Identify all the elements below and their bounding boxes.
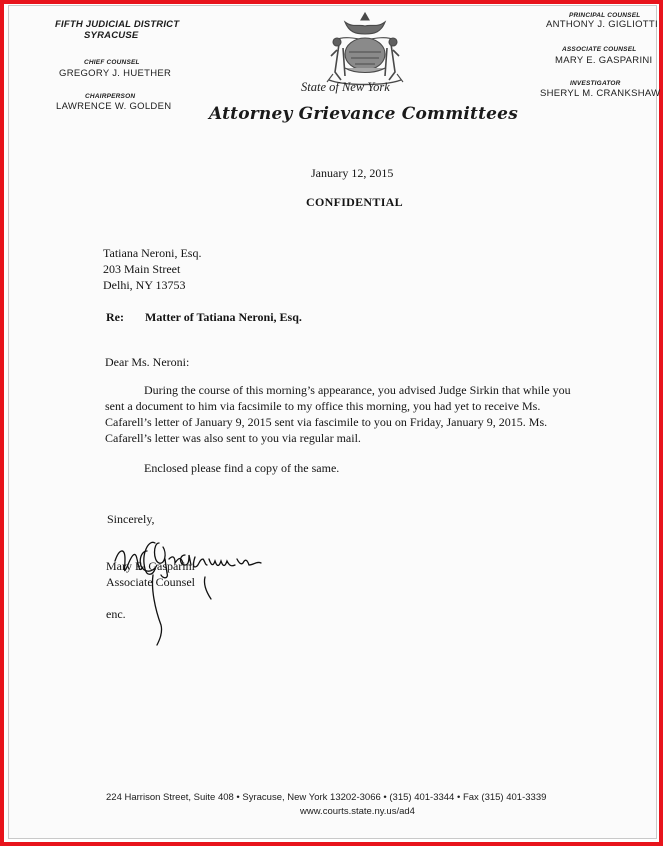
district-heading: FIFTH JUDICIAL DISTRICT [55,19,180,30]
footer-address: 224 Harrison Street, Suite 408 • Syracuse, New York 13202-3066 • (315) 401-3344 • Fax (315) 401-3339 [106,792,547,803]
re-label: Re: [106,310,124,324]
principal-counsel-label: PRINCIPAL COUNSEL [569,12,641,19]
chairperson-label: CHAIRPERSON [85,93,136,100]
state-of-new-york-text: State of New York [301,80,390,94]
letter-date: January 12, 2015 [311,166,394,180]
paragraph-line: Cafarell’s letter was also sent to you via regular mail. [105,431,361,445]
recipient-city: Delhi, NY 13753 [103,278,186,292]
paragraph-line: During the course of this morning’s appearance, you advised Judge Sirkin that while you [144,383,571,397]
chief-counsel-name: GREGORY J. HUETHER [59,68,172,79]
enclosure-note: enc. [106,607,126,621]
salutation: Dear Ms. Neroni: [105,355,190,369]
chief-counsel-label: CHIEF COUNSEL [84,59,140,66]
closing: Sincerely, [107,512,155,526]
confidential-heading: CONFIDENTIAL [306,195,403,209]
enclosed-paragraph: Enclosed please find a copy of the same. [144,461,340,475]
chairperson-name: LAWRENCE W. GOLDEN [56,101,172,112]
re-subject: Matter of Tatiana Neroni, Esq. [145,310,302,324]
footer-website: www.courts.state.ny.us/ad4 [300,806,415,817]
recipient-name: Tatiana Neroni, Esq. [103,246,202,260]
investigator-label: INVESTIGATOR [570,80,621,87]
paragraph-line: sent a document to him via facsimile to my office this morning, you had yet to receive Ms. [105,399,541,413]
committee-title: Attorney Grievance Committees [209,104,518,124]
signer-title: Associate Counsel [106,575,195,589]
letter-page [8,5,661,839]
associate-counsel-label: ASSOCIATE COUNSEL [562,46,637,53]
paragraph-line: Cafarell’s letter of January 9, 2015 sent via fascimile to you on Friday, January 9, 2015. Ms. [105,415,548,429]
signer-name: Mary E. Gasparini [106,559,195,573]
district-city: SYRACUSE [84,30,139,41]
associate-counsel-name: MARY E. GASPARINI [555,55,653,66]
recipient-street: 203 Main Street [103,262,181,276]
investigator-name: SHERYL M. CRANKSHAW [540,88,661,99]
principal-counsel-name: ANTHONY J. GIGLIOTTI [546,19,658,30]
